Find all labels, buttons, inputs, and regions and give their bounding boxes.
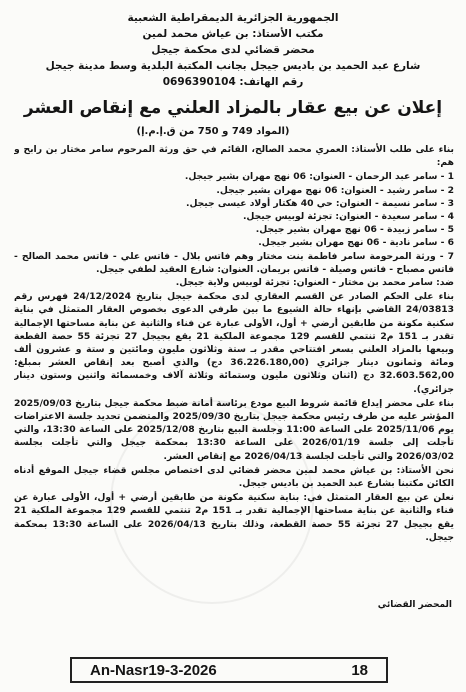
heir-item: 3 - سامر نسيمة - العنوان: حي 40 هكتار أولاد عيسى جيجل. bbox=[185, 197, 454, 209]
bailiff-paragraph: نحن الأستاذ: بن عياش محمد لمين محضر قضائي لدى اختصاص مجلس قضاء جيجل الموقع أدناه الكائن مكتبنا بشارع عبد الحميد بن باديس جيجل. bbox=[14, 464, 454, 490]
announcement-body bbox=[14, 143, 454, 622]
page-number: 18 bbox=[351, 661, 368, 679]
header-role: محضر قضائي لدى محكمة جيجل bbox=[151, 44, 315, 56]
heir-item: 2 - سامر رشيد - العنوان: 06 نهج مهران بشير جيجل. bbox=[216, 184, 454, 196]
header bbox=[20, 10, 446, 90]
intro-text: بناء على طلب الأستاذ: العمري محمد الصالح، القائم في حق ورثة المرحوم سامر مختار بن رابح و هم: bbox=[14, 144, 454, 169]
against-party: ضد: سامر محمد بن مختار - العنوان: تجزئة لوبيس ولاية جيجل. bbox=[175, 277, 454, 289]
signature-label: المحضر القضائي bbox=[377, 600, 452, 610]
sale-paragraph: نعلن عن بيع العقار المتمثل في: بناية سكنية مكونة من طابقين أرضي + أول، الأولى عبارة عن فناء والثانية عن بناية مساحتها الإجمالية تقدر بـ 151 م2 تنتمي للقسم 129 مجموعة الملكية 21 يقع بجيجل 27 تجزئة 55 حصة القطعة، وذلك بتاريخ 2026/04/13 على الساعة 13:30 بمحكمة جيجل. bbox=[14, 492, 454, 543]
header-address: شارع عبد الحميد بن باديس جيجل بجانب المكتبة البلدية وسط مدينة جيجل bbox=[45, 60, 421, 72]
newspaper-name-date: An-Nasr19-3-2026 bbox=[90, 661, 217, 679]
heir-item: 5 - سامر زبيدة - 06 نهج مهران بشير جيجل. bbox=[255, 224, 454, 236]
heir-item: 7 - ورثة المرحومة سامر فاطمة بنت مختار وهم فاتس بلال - فاتس علي - فاتس محمد الصالح - فاتس مصباح - فاتس وصيلة - فاتس بريمان. العنوان: شارع العقيد لطفي جيجل. bbox=[14, 250, 454, 275]
judgment-paragraph: بناء على الحكم الصادر عن القسم العقاري لدى محكمة جيجل بتاريخ 24/12/2024 فهرس رقم 24/03813 القاضي بإنهاء حالة الشيوع ما بين طرفي الدعوى بخصوص العقار المتمثل في بناية سكنية مكونة من طابقين أرضي + أول، الأولى عبارة عن فناء والثانية عن بناية مساحتها الإجمالية تقدر بـ 151 م2 تنتمي للقسم 129 مجموعة الملكية 21 يقع بجيجل 27 تجزئة 55 حصة القطعة وبيعها بالمزاد العلني بسعر افتتاحي مقدر بـ ستة وثلاثون مليون ومائتين و ستة و عشرون ألف ومائة وثمانون دينار جزائري (36.226.180,00 دج) والذي أصبح بعد إنقاص العشر بمبلغ: 32.603.562,00 دج (اثنان وثلاثون مليون وستمائة وثلاثة آلاف وخمسمائة واثنين وستون دينار جزائري). bbox=[14, 291, 454, 395]
heirs-list bbox=[14, 170, 454, 276]
header-republic: الجمهورية الجزائرية الديمقراطية الشعبية bbox=[127, 12, 339, 24]
heir-item: 6 - سامر نادية - 06 نهج مهران بشير جيجل. bbox=[258, 237, 454, 249]
announcement-subtitle: (المواد 749 و 750 من ق.إ.م.إ) bbox=[136, 126, 290, 137]
conditions-paragraph: بناء على محضر إيداع قائمة شروط البيع مودع برئاسة أمانة ضبط محكمة جيجل بتاريخ 2025/09/03 المؤشر عليه من طرف رئيس محكمة جيجل بتاريخ 2025/09/30 والمتضمن تحديد جلسة الاعتراضات يوم 2025/11/06 على الساعة 11:00 وجلسة البيع بتاريخ 2025/12/08 على الساعة 13:30، والتي تأجلت إلى جلسة 2026/01/19 على الساعة 13:30 بمحكمة جيجل والتي تأجلت بجلسة 2026/03/02 والتي تأجلت لجلسة 2026/04/13 مع إنقاص العشر. bbox=[14, 397, 454, 462]
header-office: مكتب الأستاذ: بن عياش محمد لمين bbox=[142, 28, 324, 40]
heir-item: 1 - سامر عبد الرحمان - العنوان: 06 نهج مهران بشير جيجل. bbox=[184, 171, 454, 183]
announcement-title: إعلان عن بيع عقار بالمزاد العلني مع إنقاص العشر bbox=[23, 98, 443, 118]
newspaper-footer bbox=[70, 657, 388, 683]
heir-item: 4 - سامر سعيدة - العنوان: تجزئة لوبيس جيجل. bbox=[242, 211, 454, 223]
header-phone: رقم الهاتف: 0696390104 bbox=[162, 76, 304, 88]
